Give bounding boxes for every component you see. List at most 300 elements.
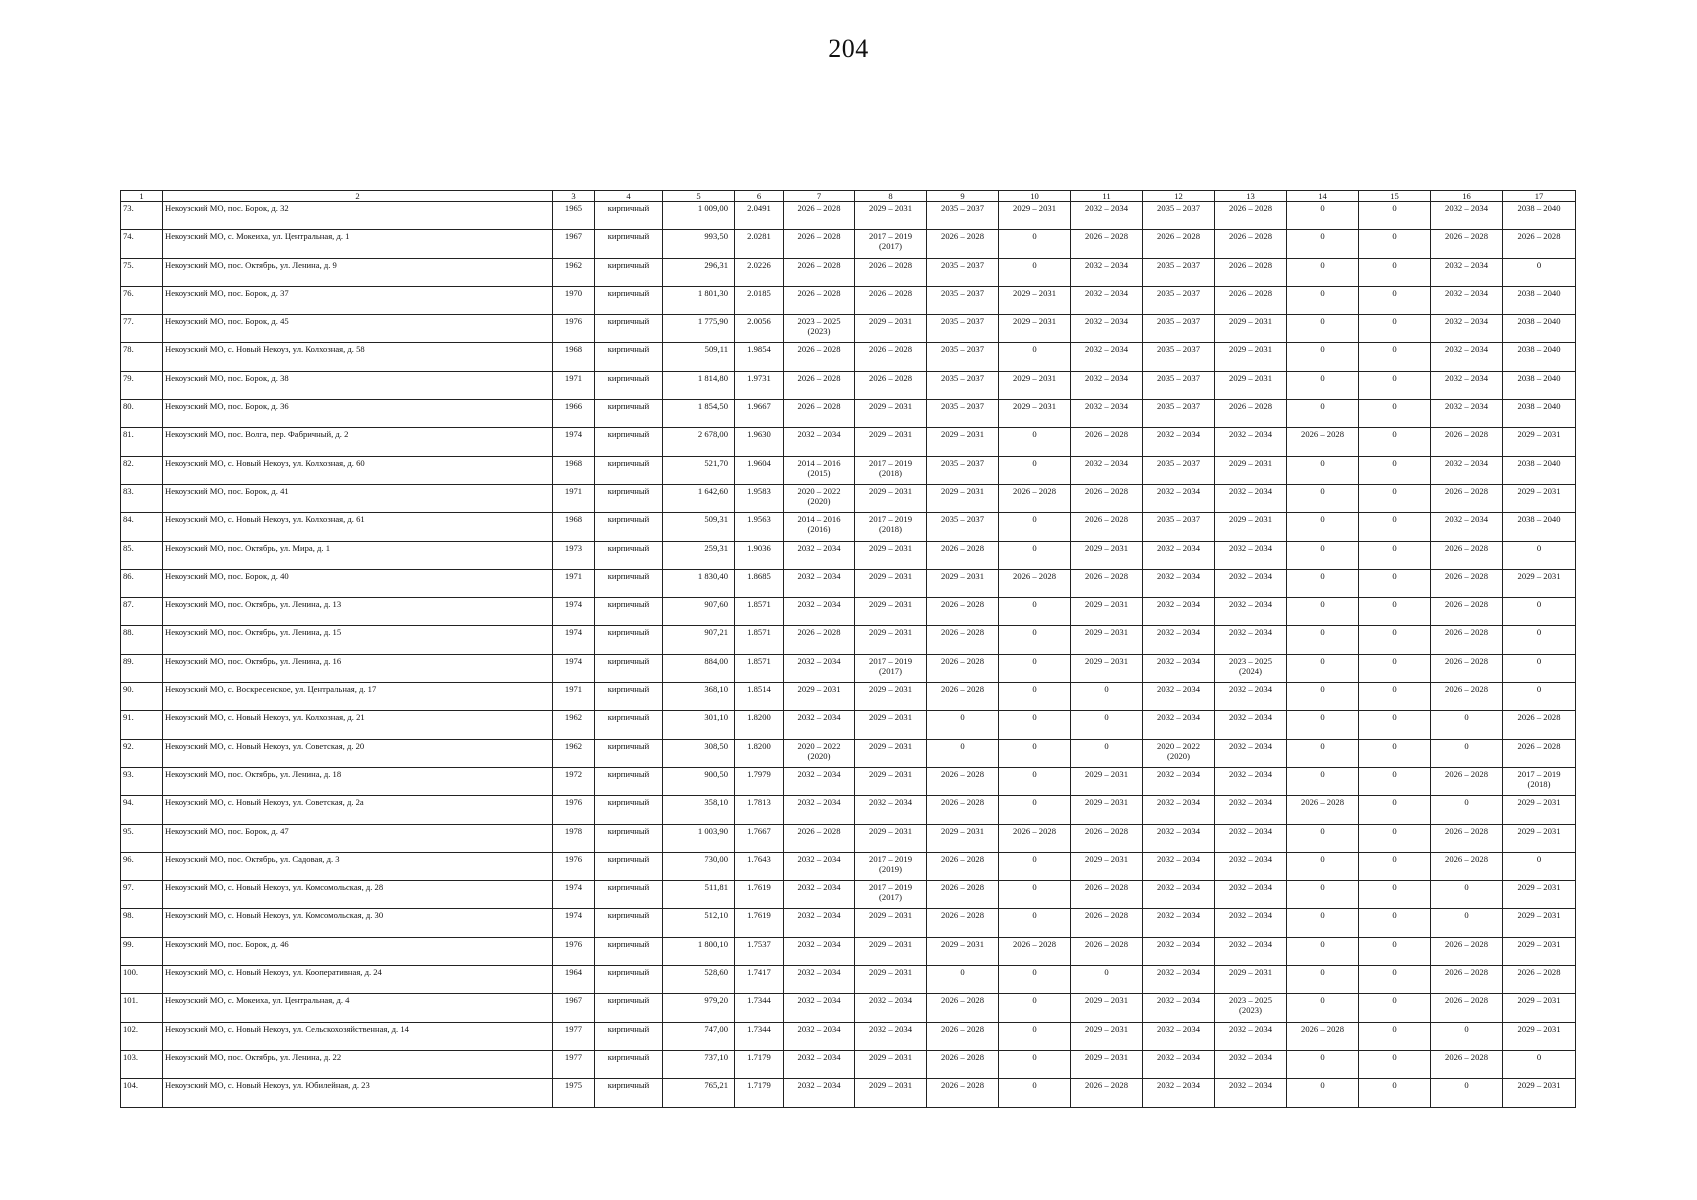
cell-period-col-7: 2032 – 2034: [784, 852, 855, 880]
cell-period-col-11: 2029 – 2031: [1071, 796, 1143, 824]
cell-period-col-12: 2032 – 2034: [1143, 569, 1215, 597]
cell-area: 907,60: [663, 598, 735, 626]
period-range: 2023 – 2025: [1229, 995, 1272, 1006]
table-row: [121, 371, 1576, 399]
cell-address: Некоузский МО, с. Новый Некоуз, ул. Юбилейная, д. 23: [163, 1079, 553, 1107]
cell-period-col-7: 2026 – 2028: [784, 202, 855, 230]
cell-period-col-7: 2032 – 2034: [784, 909, 855, 937]
cell-period-col-15: 0: [1359, 824, 1431, 852]
cell-address: Некоузский МО, с. Новый Некоуз, ул. Советская, д. 2а: [163, 796, 553, 824]
cell-area: 512,10: [663, 909, 735, 937]
cell-period-col-12: 2035 – 2037: [1143, 343, 1215, 371]
cell-period-col-10: 2026 – 2028: [999, 569, 1071, 597]
actual-year: (2020): [807, 750, 831, 761]
table-row: [121, 796, 1576, 824]
cell-area: 979,20: [663, 994, 735, 1022]
cell-period-col-17: 2038 – 2040: [1503, 513, 1576, 541]
cell-wall-material: кирпичный: [595, 598, 663, 626]
cell-period-col-12: 2032 – 2034: [1143, 796, 1215, 824]
actual-year: (2017): [879, 665, 902, 676]
cell-row-number: 95.: [121, 824, 163, 852]
table-row: [121, 824, 1576, 852]
cell-period-col-8: 2029 – 2031: [855, 739, 927, 767]
cell-row-number: 81.: [121, 428, 163, 456]
cell-wall-material: кирпичный: [595, 230, 663, 258]
table-row: [121, 230, 1576, 258]
cell-row-number: 76.: [121, 286, 163, 314]
table-row: [121, 1079, 1576, 1107]
column-number-row: [121, 191, 1576, 202]
column-number-13: 13: [1215, 191, 1287, 202]
column-number-6: 6: [735, 191, 784, 202]
cell-period-col-14: 0: [1287, 852, 1359, 880]
cell-period-col-15: 0: [1359, 569, 1431, 597]
table-row: [121, 966, 1576, 994]
cell-priority-index: 2.0056: [735, 315, 784, 343]
cell-period-col-8: 2029 – 2031: [855, 315, 927, 343]
table-row: [121, 484, 1576, 512]
cell-address: Некоузский МО, пос. Октябрь, ул. Садовая, д. 3: [163, 852, 553, 880]
cell-period-col-14: 0: [1287, 937, 1359, 965]
cell-period-col-9: 2026 – 2028: [927, 626, 999, 654]
cell-build-year: 1975: [553, 1079, 595, 1107]
cell-period-col-17: 2029 – 2031: [1503, 909, 1576, 937]
cell-priority-index: 1.9854: [735, 343, 784, 371]
cell-build-year: 1974: [553, 654, 595, 682]
cell-period-col-9: 2026 – 2028: [927, 683, 999, 711]
cell-row-number: 99.: [121, 937, 163, 965]
cell-period-col-9: 2026 – 2028: [927, 230, 999, 258]
cell-address: Некоузский МО, с. Новый Некоуз, ул. Советская, д. 20: [163, 739, 553, 767]
cell-priority-index: 2.0281: [735, 230, 784, 258]
column-number-5: 5: [663, 191, 735, 202]
cell-period-col-14: 0: [1287, 286, 1359, 314]
cell-priority-index: 1.7344: [735, 994, 784, 1022]
cell-address: Некоузский МО, с. Новый Некоуз, ул. Колхозная, д. 61: [163, 513, 553, 541]
cell-period-col-12: 2032 – 2034: [1143, 541, 1215, 569]
cell-build-year: 1968: [553, 456, 595, 484]
cell-build-year: 1971: [553, 484, 595, 512]
column-number-8: 8: [855, 191, 927, 202]
cell-priority-index: 1.8514: [735, 683, 784, 711]
cell-address: Некоузский МО, пос. Борок, д. 41: [163, 484, 553, 512]
cell-period-col-9: 2026 – 2028: [927, 852, 999, 880]
cell-period-col-13: 2026 – 2028: [1215, 258, 1287, 286]
cell-wall-material: кирпичный: [595, 513, 663, 541]
cell-period-col-16: 2026 – 2028: [1431, 428, 1503, 456]
cell-period-col-17: 2038 – 2040: [1503, 343, 1576, 371]
table-row: [121, 937, 1576, 965]
cell-period-col-9: 2035 – 2037: [927, 400, 999, 428]
period-range: 2017 – 2019: [869, 457, 912, 468]
cell-row-number: 88.: [121, 626, 163, 654]
cell-wall-material: кирпичный: [595, 315, 663, 343]
cell-period-col-12: 2035 – 2037: [1143, 202, 1215, 230]
actual-year: (2020): [807, 495, 831, 506]
cell-period-col-13: 2032 – 2034: [1215, 937, 1287, 965]
cell-row-number: 74.: [121, 230, 163, 258]
cell-build-year: 1972: [553, 767, 595, 795]
actual-year: (2023): [1239, 1005, 1262, 1016]
table-row: [121, 598, 1576, 626]
cell-period-col-7: 2026 – 2028: [784, 343, 855, 371]
cell-period-col-13: 2032 – 2034: [1215, 1050, 1287, 1078]
actual-year: (2016): [807, 524, 831, 535]
cell-period-col-13: 2032 – 2034: [1215, 569, 1287, 597]
cell-period-col-15: 0: [1359, 286, 1431, 314]
cell-period-col-7: 2026 – 2028: [784, 824, 855, 852]
actual-year: (2017): [879, 892, 902, 903]
cell-period-col-14: 0: [1287, 683, 1359, 711]
cell-period-col-11: 0: [1071, 711, 1143, 739]
cell-period-col-7: [784, 456, 855, 484]
cell-period-col-13: 2032 – 2034: [1215, 796, 1287, 824]
cell-period-col-12: 2035 – 2037: [1143, 258, 1215, 286]
cell-period-col-12: 2032 – 2034: [1143, 966, 1215, 994]
cell-build-year: 1976: [553, 937, 595, 965]
cell-period-col-11: 2029 – 2031: [1071, 654, 1143, 682]
table-row: [121, 343, 1576, 371]
cell-period-col-12: 2035 – 2037: [1143, 400, 1215, 428]
column-number-11: 11: [1071, 191, 1143, 202]
cell-period-col-15: 0: [1359, 484, 1431, 512]
cell-priority-index: 1.8200: [735, 711, 784, 739]
cell-period-col-8: 2029 – 2031: [855, 1079, 927, 1107]
cell-area: 509,31: [663, 513, 735, 541]
cell-period-col-9: 2026 – 2028: [927, 796, 999, 824]
cell-period-col-15: 0: [1359, 541, 1431, 569]
cell-period-col-11: 2032 – 2034: [1071, 371, 1143, 399]
cell-period-col-11: 2026 – 2028: [1071, 513, 1143, 541]
cell-area: 511,81: [663, 881, 735, 909]
cell-period-col-12: 2032 – 2034: [1143, 824, 1215, 852]
cell-area: 900,50: [663, 767, 735, 795]
cell-period-col-16: 2026 – 2028: [1431, 1050, 1503, 1078]
cell-build-year: 1971: [553, 569, 595, 597]
cell-period-col-12: 2032 – 2034: [1143, 937, 1215, 965]
table-row: [121, 994, 1576, 1022]
cell-period-col-15: 0: [1359, 1050, 1431, 1078]
table-row: [121, 258, 1576, 286]
cell-period-col-17: 2029 – 2031: [1503, 824, 1576, 852]
actual-year: (2018): [879, 467, 902, 478]
cell-row-number: 92.: [121, 739, 163, 767]
cell-period-col-9: 2035 – 2037: [927, 258, 999, 286]
cell-period-col-16: 0: [1431, 711, 1503, 739]
cell-priority-index: 2.0185: [735, 286, 784, 314]
table-row: [121, 683, 1576, 711]
cell-area: 1 830,40: [663, 569, 735, 597]
period-range: 2017 – 2019: [1517, 768, 1561, 779]
cell-period-col-7: 2032 – 2034: [784, 1050, 855, 1078]
cell-period-col-8: 2029 – 2031: [855, 683, 927, 711]
cell-wall-material: кирпичный: [595, 654, 663, 682]
cell-row-number: 85.: [121, 541, 163, 569]
cell-period-col-9: 2026 – 2028: [927, 654, 999, 682]
cell-wall-material: кирпичный: [595, 428, 663, 456]
cell-period-col-13: 2026 – 2028: [1215, 400, 1287, 428]
cell-period-col-7: 2032 – 2034: [784, 711, 855, 739]
cell-wall-material: кирпичный: [595, 852, 663, 880]
cell-period-col-11: 2029 – 2031: [1071, 1022, 1143, 1050]
cell-area: 1 801,30: [663, 286, 735, 314]
cell-address: Некоузский МО, пос. Борок, д. 40: [163, 569, 553, 597]
cell-period-col-8: 2032 – 2034: [855, 994, 927, 1022]
page-number: 204: [828, 34, 869, 63]
cell-build-year: 1978: [553, 824, 595, 852]
cell-priority-index: 1.7643: [735, 852, 784, 880]
cell-period-col-15: 0: [1359, 881, 1431, 909]
cell-address: Некоузский МО, пос. Октябрь, ул. Ленина, д. 13: [163, 598, 553, 626]
cell-wall-material: кирпичный: [595, 881, 663, 909]
cell-period-col-15: 0: [1359, 258, 1431, 286]
cell-period-col-10: 0: [999, 683, 1071, 711]
cell-period-col-17: 2029 – 2031: [1503, 569, 1576, 597]
cell-period-col-7: 2032 – 2034: [784, 598, 855, 626]
cell-priority-index: 1.9036: [735, 541, 784, 569]
cell-wall-material: кирпичный: [595, 767, 663, 795]
cell-period-col-15: 0: [1359, 937, 1431, 965]
table-row: [121, 428, 1576, 456]
cell-period-col-12: 2032 – 2034: [1143, 1022, 1215, 1050]
cell-wall-material: кирпичный: [595, 484, 663, 512]
cell-period-col-16: 0: [1431, 1022, 1503, 1050]
cell-address: Некоузский МО, с. Воскресенское, ул. Центральная, д. 17: [163, 683, 553, 711]
cell-build-year: 1977: [553, 1050, 595, 1078]
table-row: [121, 202, 1576, 230]
cell-wall-material: кирпичный: [595, 202, 663, 230]
cell-priority-index: 1.7417: [735, 966, 784, 994]
cell-period-col-15: 0: [1359, 456, 1431, 484]
cell-period-col-13: 2032 – 2034: [1215, 598, 1287, 626]
cell-period-col-12: 2026 – 2028: [1143, 230, 1215, 258]
cell-period-col-16: 2032 – 2034: [1431, 258, 1503, 286]
cell-period-col-17: 2026 – 2028: [1503, 711, 1576, 739]
cell-build-year: 1965: [553, 202, 595, 230]
cell-period-col-11: 0: [1071, 739, 1143, 767]
cell-period-col-7: 2032 – 2034: [784, 569, 855, 597]
cell-address: Некоузский МО, пос. Борок, д. 36: [163, 400, 553, 428]
column-number-10: 10: [999, 191, 1071, 202]
period-range: 2017 – 2019: [869, 655, 912, 666]
cell-period-col-17: 0: [1503, 258, 1576, 286]
cell-area: 907,21: [663, 626, 735, 654]
cell-period-col-13: 2026 – 2028: [1215, 230, 1287, 258]
cell-row-number: 75.: [121, 258, 163, 286]
cell-period-col-17: 0: [1503, 852, 1576, 880]
cell-period-col-8: 2029 – 2031: [855, 767, 927, 795]
cell-period-col-10: 0: [999, 513, 1071, 541]
cell-period-col-13: 2032 – 2034: [1215, 626, 1287, 654]
cell-period-col-7: 2032 – 2034: [784, 937, 855, 965]
cell-period-col-7: 2032 – 2034: [784, 1022, 855, 1050]
cell-address: Некоузский МО, пос. Октябрь, ул. Мира, д. 1: [163, 541, 553, 569]
cell-period-col-8: 2029 – 2031: [855, 937, 927, 965]
cell-row-number: 94.: [121, 796, 163, 824]
cell-period-col-7: 2026 – 2028: [784, 286, 855, 314]
cell-priority-index: 1.7667: [735, 824, 784, 852]
cell-row-number: 101.: [121, 994, 163, 1022]
cell-period-col-12: 2032 – 2034: [1143, 428, 1215, 456]
cell-area: 1 642,60: [663, 484, 735, 512]
table-row: [121, 881, 1576, 909]
cell-period-col-15: 0: [1359, 1079, 1431, 1107]
cell-area: 259,31: [663, 541, 735, 569]
actual-year: (2018): [1527, 778, 1551, 789]
cell-period-col-9: 0: [927, 966, 999, 994]
cell-period-col-16: 2026 – 2028: [1431, 852, 1503, 880]
period-range: 2017 – 2019: [869, 514, 912, 525]
cell-area: 765,21: [663, 1079, 735, 1107]
column-number-15: 15: [1359, 191, 1431, 202]
cell-period-col-12: 2032 – 2034: [1143, 994, 1215, 1022]
cell-period-col-11: 0: [1071, 683, 1143, 711]
cell-priority-index: 1.8200: [735, 739, 784, 767]
cell-period-col-14: 0: [1287, 569, 1359, 597]
cell-wall-material: кирпичный: [595, 937, 663, 965]
cell-area: 358,10: [663, 796, 735, 824]
cell-period-col-17: 2029 – 2031: [1503, 937, 1576, 965]
cell-period-col-14: 0: [1287, 484, 1359, 512]
cell-row-number: 100.: [121, 966, 163, 994]
cell-wall-material: кирпичный: [595, 569, 663, 597]
cell-row-number: 104.: [121, 1079, 163, 1107]
cell-wall-material: кирпичный: [595, 796, 663, 824]
cell-period-col-17: 2038 – 2040: [1503, 315, 1576, 343]
cell-wall-material: кирпичный: [595, 1079, 663, 1107]
cell-period-col-14: 0: [1287, 909, 1359, 937]
cell-row-number: 93.: [121, 767, 163, 795]
cell-period-col-8: 2029 – 2031: [855, 428, 927, 456]
table-row: [121, 569, 1576, 597]
cell-period-col-9: 2029 – 2031: [927, 824, 999, 852]
cell-period-col-11: 2026 – 2028: [1071, 824, 1143, 852]
cell-period-col-17: 2038 – 2040: [1503, 202, 1576, 230]
cell-period-col-16: 2032 – 2034: [1431, 315, 1503, 343]
cell-period-col-10: 0: [999, 626, 1071, 654]
cell-period-col-14: 0: [1287, 598, 1359, 626]
period-range: 2023 – 2025: [797, 316, 841, 327]
cell-period-col-15: 0: [1359, 626, 1431, 654]
cell-period-col-9: 2026 – 2028: [927, 909, 999, 937]
cell-period-col-17: 2038 – 2040: [1503, 286, 1576, 314]
cell-wall-material: кирпичный: [595, 739, 663, 767]
cell-period-col-8: 2029 – 2031: [855, 909, 927, 937]
cell-period-col-10: 0: [999, 598, 1071, 626]
cell-period-col-13: 2032 – 2034: [1215, 428, 1287, 456]
cell-row-number: 78.: [121, 343, 163, 371]
cell-period-col-13: 2026 – 2028: [1215, 286, 1287, 314]
cell-period-col-10: 0: [999, 852, 1071, 880]
period-range: 2020 – 2022: [797, 485, 841, 496]
cell-period-col-7: 2032 – 2034: [784, 966, 855, 994]
cell-period-col-14: 0: [1287, 711, 1359, 739]
cell-period-col-9: 2029 – 2031: [927, 428, 999, 456]
cell-area: 509,11: [663, 343, 735, 371]
cell-period-col-13: 2029 – 2031: [1215, 343, 1287, 371]
actual-year: (2015): [807, 467, 831, 478]
cell-period-col-12: 2032 – 2034: [1143, 852, 1215, 880]
period-range: 2017 – 2019: [869, 853, 912, 864]
cell-period-col-10: 0: [999, 881, 1071, 909]
cell-period-col-13: [1215, 994, 1287, 1022]
cell-period-col-13: 2032 – 2034: [1215, 484, 1287, 512]
table-row: [121, 456, 1576, 484]
cell-period-col-8: [855, 456, 927, 484]
cell-area: 296,31: [663, 258, 735, 286]
cell-address: Некоузский МО, с. Новый Некоуз, ул. Колхозная, д. 60: [163, 456, 553, 484]
cell-row-number: 90.: [121, 683, 163, 711]
period-range: 2014 – 2016: [797, 457, 841, 468]
cell-priority-index: 2.0491: [735, 202, 784, 230]
cell-build-year: 1962: [553, 739, 595, 767]
cell-area: 993,50: [663, 230, 735, 258]
cell-wall-material: кирпичный: [595, 966, 663, 994]
column-number-14: 14: [1287, 191, 1359, 202]
cell-priority-index: 1.7537: [735, 937, 784, 965]
cell-period-col-13: 2032 – 2034: [1215, 1022, 1287, 1050]
cell-period-col-16: 2032 – 2034: [1431, 343, 1503, 371]
cell-build-year: 1974: [553, 598, 595, 626]
cell-period-col-13: 2032 – 2034: [1215, 739, 1287, 767]
cell-period-col-14: 0: [1287, 654, 1359, 682]
cell-period-col-14: 2026 – 2028: [1287, 796, 1359, 824]
cell-build-year: 1974: [553, 428, 595, 456]
period-range: 2020 – 2022: [1157, 740, 1200, 751]
cell-build-year: 1973: [553, 541, 595, 569]
cell-period-col-7: [784, 739, 855, 767]
cell-period-col-8: 2029 – 2031: [855, 966, 927, 994]
cell-period-col-10: 2029 – 2031: [999, 315, 1071, 343]
cell-period-col-14: 0: [1287, 456, 1359, 484]
cell-period-col-17: 2029 – 2031: [1503, 484, 1576, 512]
cell-period-col-10: 0: [999, 343, 1071, 371]
cell-period-col-15: 0: [1359, 909, 1431, 937]
cell-period-col-14: 0: [1287, 315, 1359, 343]
cell-period-col-8: 2026 – 2028: [855, 286, 927, 314]
cell-period-col-16: 2032 – 2034: [1431, 513, 1503, 541]
cell-wall-material: кирпичный: [595, 711, 663, 739]
cell-wall-material: кирпичный: [595, 371, 663, 399]
cell-period-col-7: 2032 – 2034: [784, 428, 855, 456]
cell-period-col-17: 2038 – 2040: [1503, 371, 1576, 399]
cell-priority-index: 1.9630: [735, 428, 784, 456]
cell-priority-index: 1.7179: [735, 1050, 784, 1078]
cell-period-col-17: 0: [1503, 654, 1576, 682]
cell-period-col-12: 2035 – 2037: [1143, 315, 1215, 343]
cell-period-col-8: 2029 – 2031: [855, 711, 927, 739]
cell-priority-index: 1.8571: [735, 654, 784, 682]
cell-period-col-12: 2035 – 2037: [1143, 513, 1215, 541]
cell-priority-index: 1.8571: [735, 626, 784, 654]
cell-period-col-8: 2029 – 2031: [855, 400, 927, 428]
cell-build-year: 1977: [553, 1022, 595, 1050]
cell-period-col-11: 0: [1071, 966, 1143, 994]
column-number-3: 3: [553, 191, 595, 202]
cell-address: Некоузский МО, пос. Октябрь, ул. Ленина, д. 16: [163, 654, 553, 682]
cell-period-col-14: 0: [1287, 881, 1359, 909]
cell-period-col-15: 0: [1359, 371, 1431, 399]
cell-period-col-13: 2032 – 2034: [1215, 711, 1287, 739]
column-number-9: 9: [927, 191, 999, 202]
cell-period-col-7: [784, 513, 855, 541]
cell-period-col-7: 2032 – 2034: [784, 1079, 855, 1107]
cell-period-col-16: 2032 – 2034: [1431, 400, 1503, 428]
cell-period-col-8: 2026 – 2028: [855, 371, 927, 399]
cell-wall-material: кирпичный: [595, 994, 663, 1022]
cell-period-col-16: 0: [1431, 909, 1503, 937]
cell-priority-index: 1.7813: [735, 796, 784, 824]
